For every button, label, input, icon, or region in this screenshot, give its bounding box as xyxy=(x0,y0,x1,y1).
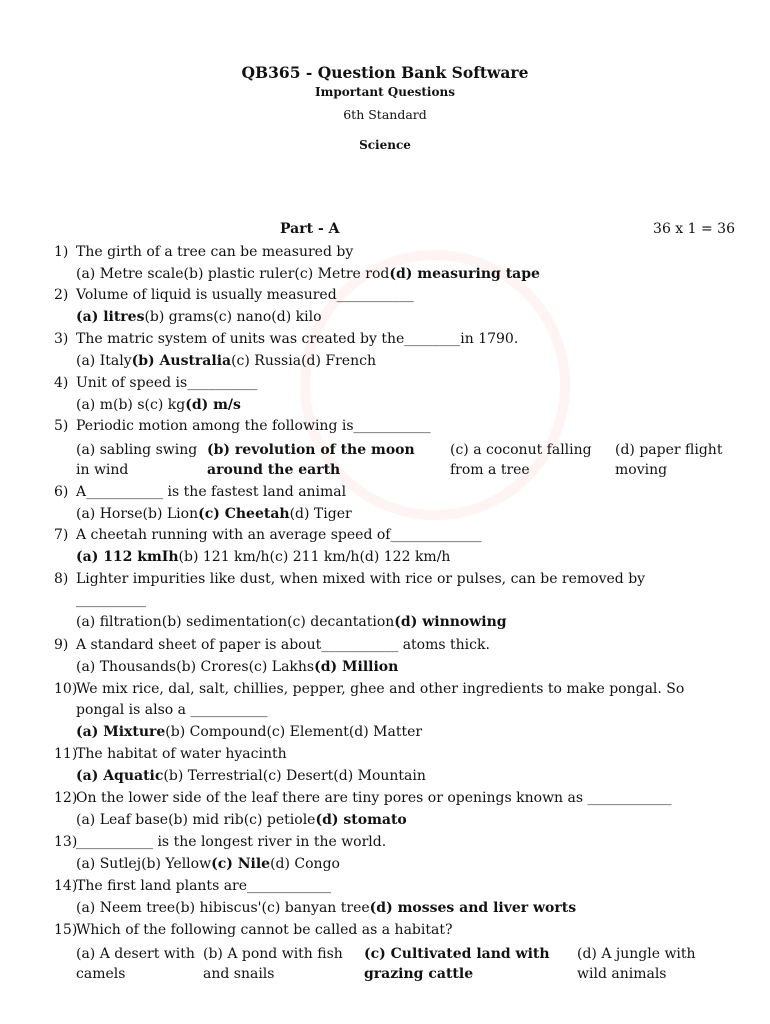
question-text: Which of the following cannot be called as a habitat? xyxy=(76,922,453,938)
option-row xyxy=(76,353,376,369)
option: (d) Tiger xyxy=(289,506,352,522)
option: (b) plastic ruler xyxy=(183,266,295,282)
correct-option: (d) measuring tape xyxy=(389,266,540,282)
document-subtitle: Important Questions xyxy=(315,85,455,99)
correct-option: (b) Australia xyxy=(131,353,232,369)
question-number: 7) xyxy=(54,527,69,543)
option: (d) A jungle with wild animals xyxy=(577,946,696,982)
question-number: 3) xyxy=(54,331,69,347)
question-text: The first land plants are____________ xyxy=(76,878,332,894)
question-text: The habitat of water hyacinth xyxy=(76,746,287,762)
question-number: 4) xyxy=(54,375,69,391)
option: (c) banyan tree xyxy=(261,900,370,916)
option: (b) Lion xyxy=(142,506,199,522)
option: (c) decantation xyxy=(287,614,395,630)
option: (d) kilo xyxy=(271,309,322,325)
option: (a) Leaf base xyxy=(76,812,169,828)
question-number: 5) xyxy=(54,418,69,434)
correct-option: (d) m/s xyxy=(185,397,241,413)
option-row xyxy=(76,266,540,282)
question-text: Volume of liquid is usually measured___________ xyxy=(76,287,414,303)
question-text: Periodic motion among the following is___________ xyxy=(76,418,431,434)
option: (b) Crores xyxy=(176,659,249,675)
option: (b) A pond with fish and snails xyxy=(203,946,343,982)
question-number: 2) xyxy=(54,287,69,303)
option: (b) mid rib xyxy=(168,812,244,828)
option-row xyxy=(76,549,450,565)
question-number: 15) xyxy=(54,922,78,938)
option: (d) French xyxy=(301,353,376,369)
option: (b) 121 km/h xyxy=(178,549,270,565)
document-title: QB365 - Question Bank Software xyxy=(241,63,529,82)
question-number: 14) xyxy=(54,878,78,894)
correct-option: (d) Million xyxy=(314,659,399,675)
option: (b) grams xyxy=(144,309,214,325)
option: (d) Congo xyxy=(270,856,340,872)
question-text: The girth of a tree can be measured by xyxy=(76,244,354,260)
option: (b) hibiscus' xyxy=(175,900,262,916)
option: (b) s xyxy=(113,397,145,413)
option-row xyxy=(76,724,422,740)
marks-label: 36 x 1 = 36 xyxy=(653,221,735,237)
correct-option: (d) winnowing xyxy=(394,614,507,630)
option: (a) sabling swing in wind xyxy=(76,442,198,478)
question-text-continued: pongal is also a ___________ xyxy=(76,702,268,718)
option-row xyxy=(76,309,322,325)
option: (b) Terrestrial xyxy=(163,768,263,784)
question-number: 8) xyxy=(54,571,69,587)
question-text: The matric system of units was created by the________in 1790. xyxy=(76,331,519,347)
option: (b) Yellow xyxy=(141,856,212,872)
question-text-continued: __________ xyxy=(76,592,146,608)
option: (b) Compound xyxy=(165,724,267,740)
option: (d) Mountain xyxy=(333,768,426,784)
option: (c) kg xyxy=(144,397,186,413)
option: (c) Russia xyxy=(231,353,302,369)
correct-option: (c) Nile xyxy=(211,856,271,872)
option-row xyxy=(76,659,398,675)
option: (a) Metre scale xyxy=(76,266,184,282)
option: (c) Element xyxy=(266,724,349,740)
option: (a) Italy xyxy=(76,353,132,369)
option-row xyxy=(76,614,507,630)
option-row xyxy=(76,812,407,828)
question-number: 1) xyxy=(54,244,69,260)
question-text: A standard sheet of paper is about___________ atoms thick. xyxy=(76,637,490,653)
option: (c) Lakhs xyxy=(248,659,315,675)
question-text: A cheetah running with an average speed of_____________ xyxy=(76,527,482,543)
question-number: 10) xyxy=(54,681,78,697)
option: (c) 211 km/h xyxy=(269,549,360,565)
option: (a) A desert with camels xyxy=(76,946,195,982)
subject-label: Science xyxy=(359,138,411,152)
correct-option: (c) Cheetah xyxy=(198,506,290,522)
option: (c) petiole xyxy=(243,812,316,828)
option: (c) Desert xyxy=(262,768,334,784)
correct-option: (a) Mixture xyxy=(76,724,166,740)
correct-option: (d) stomato xyxy=(315,812,407,828)
question-text: Lighter impurities like dust, when mixed with rice or pulses, can be removed by xyxy=(76,571,646,587)
correct-option: (c) Cultivated land with grazing cattle xyxy=(364,946,550,982)
question-number: 11) xyxy=(54,746,78,762)
correct-option: (a) 112 kmIh xyxy=(76,549,179,565)
option: (b) sedimentation xyxy=(161,614,288,630)
question-text: ___________ is the longest river in the world. xyxy=(76,834,387,850)
option: (c) a coconut falling from a tree xyxy=(450,442,592,478)
option: (a) Sutlej xyxy=(76,856,142,872)
option: (c) Metre rod xyxy=(294,266,390,282)
question-text: A___________ is the fastest land animal xyxy=(76,484,347,500)
question-number: 9) xyxy=(54,637,69,653)
part-label: Part - A xyxy=(280,221,340,237)
option: (a) Thousands xyxy=(76,659,177,675)
option-row xyxy=(76,506,352,522)
correct-option: (a) Aquatic xyxy=(76,768,164,784)
option: (d) 122 km/h xyxy=(359,549,451,565)
question-number: 12) xyxy=(54,790,78,806)
option-row xyxy=(76,397,241,413)
option-row xyxy=(76,900,576,916)
correct-option: (d) mosses and liver worts xyxy=(369,900,577,916)
question-number: 13) xyxy=(54,834,78,850)
question-text: On the lower side of the leaf there are tiny pores or openings known as ____________ xyxy=(76,790,672,806)
question-number: 6) xyxy=(54,484,69,500)
option-row xyxy=(76,856,340,872)
option: (a) filtration xyxy=(76,614,162,630)
correct-option: (a) litres xyxy=(76,309,145,325)
option: (d) paper flight moving xyxy=(615,442,723,478)
option: (a) m xyxy=(76,397,113,413)
option: (d) Matter xyxy=(348,724,423,740)
option-row xyxy=(76,768,426,784)
option: (c) nano xyxy=(213,309,272,325)
question-text: We mix rice, dal, salt, chillies, pepper, ghee and other ingredients to make pongal. So xyxy=(76,681,685,697)
standard-label: 6th Standard xyxy=(343,107,427,122)
question-text: Unit of speed is__________ xyxy=(76,375,258,391)
option: (a) Horse xyxy=(76,506,143,522)
correct-option: (b) revolution of the moon around the earth xyxy=(207,442,415,478)
option: (a) Neem tree xyxy=(76,900,176,916)
